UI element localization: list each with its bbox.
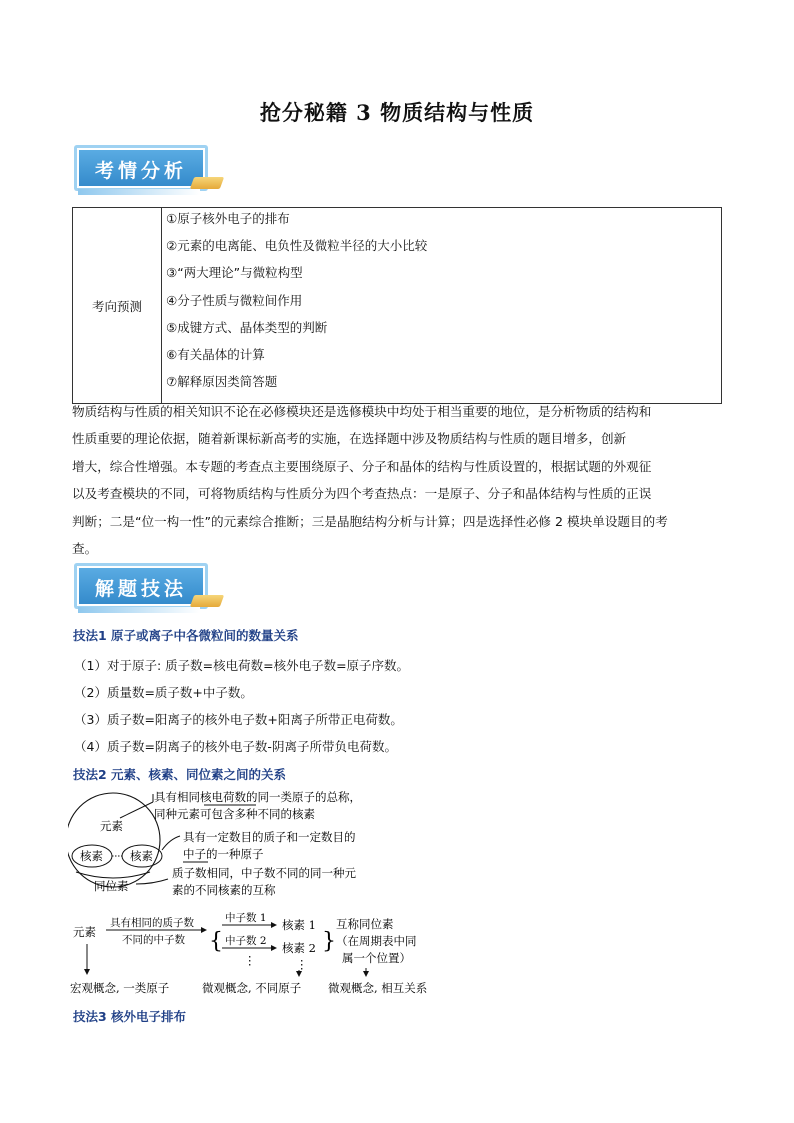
banner-label: 解题技法 bbox=[94, 578, 187, 600]
element-label: 元素 bbox=[73, 925, 96, 939]
definition-note: 具有一定数目的质子和一定数目的 bbox=[183, 830, 356, 844]
table-items-cell bbox=[162, 208, 722, 404]
definition-note: 质子数相同，中子数不同的同一种元 bbox=[172, 866, 356, 880]
table-item: ③“两大理论”与微粒构型 bbox=[166, 265, 303, 281]
paragraph-line: 以及考查模块的不同，可将物质结构与性质分为四个考查热点：一是原子、分子和晶体结构与性质的正误 bbox=[72, 486, 652, 502]
table-item: ⑥有关晶体的计算 bbox=[166, 346, 265, 362]
definition-note: 中子的一种原子 bbox=[183, 847, 264, 861]
table-item: ①原子核外电子的排布 bbox=[166, 211, 290, 226]
isotope-label: 同位素 bbox=[94, 879, 129, 893]
paragraph-line: 判断；二是“位一构一性”的元素综合推断；三是晶胞结构分析与计算；四是选择性必修 2 模块单设题目的考 bbox=[72, 513, 668, 529]
paragraph-line: 增大，综合性增强。本专题的考查点主要围绕原子、分子和晶体的结构与性质设置的，根据试题的外观征 bbox=[72, 458, 652, 474]
definition-note: 具有相同核电荷数的同一类原子的总称， bbox=[154, 790, 361, 804]
table-item: ②元素的电离能、电负性及微粒半径的大小比较 bbox=[166, 238, 428, 254]
banner-label: 考情分析 bbox=[94, 160, 187, 182]
concept-label: 微观概念, 相互关系 bbox=[328, 981, 428, 995]
arrow-condition: 具有相同的质子数 bbox=[110, 917, 194, 929]
paragraph-line: 物质结构与性质的相关知识不论在必修模块还是选修模块中均处于相当重要的地位，是分析物质的结构和 bbox=[72, 404, 652, 419]
technique1-line: （3）质子数=阳离子的核外电子数+阳离子所带正电荷数。 bbox=[74, 712, 403, 727]
technique1-heading: 技法1 原子或离子中各微粒间的数量关系 bbox=[73, 628, 299, 643]
isotope-note: 互称同位素 bbox=[336, 917, 394, 931]
neutron-count: 中子数 2 bbox=[225, 935, 267, 947]
svg-text:}: } bbox=[322, 929, 336, 954]
technique2-heading: 技法2 元素、核素、同位素之间的关系 bbox=[73, 767, 287, 782]
intro-paragraph bbox=[72, 398, 724, 562]
book-icon bbox=[190, 595, 224, 607]
table-item: ⑤成键方式、晶体类型的判断 bbox=[166, 319, 328, 335]
exam-prediction-table bbox=[72, 207, 722, 404]
technique3-heading: 技法3 核外电子排布 bbox=[73, 1009, 187, 1024]
isotope-note: 属一个位置） bbox=[342, 951, 411, 965]
page-title: 抢分秘籍 3 物质结构与性质 bbox=[259, 100, 535, 125]
nuclide-label: 核素 2 bbox=[282, 941, 316, 955]
paragraph-line: 查。 bbox=[72, 541, 98, 557]
nuclide-label: 核素 bbox=[130, 849, 153, 863]
table-item: ④分子性质与微粒间作用 bbox=[166, 292, 303, 308]
technique1-line: （2）质量数=质子数+中子数。 bbox=[74, 685, 253, 700]
concept-label: 微观概念, 不同原子 bbox=[202, 981, 302, 995]
book-icon bbox=[190, 177, 224, 189]
element-isotope-flow-diagram bbox=[70, 906, 460, 998]
svg-text:{: { bbox=[209, 929, 223, 954]
ellipsis: ⋮ bbox=[244, 953, 256, 967]
arrow-condition: 不同的中子数 bbox=[122, 934, 185, 946]
definition-note: 素的不同核素的互称 bbox=[172, 883, 276, 897]
concept-label: 宏观概念, 一类原子 bbox=[70, 981, 170, 995]
table-label: 考向预测 bbox=[73, 208, 162, 404]
technique1-line: （4）质子数=阴离子的核外电子数-阴离子所带负电荷数。 bbox=[74, 739, 397, 754]
isotope-note: （在周期表中同 bbox=[336, 934, 417, 948]
paragraph-line: 性质重要的理论依据，随着新课标新高考的实施，在选择题中涉及物质结构与性质的题目增多，创新 bbox=[72, 431, 627, 447]
table-item: ⑦解释原因类简答题 bbox=[166, 374, 278, 390]
technique1-line: （1）对于原子: 质子数=核电荷数=核外电子数=原子序数。 bbox=[74, 658, 410, 673]
ellipsis: ⋮ bbox=[296, 957, 308, 971]
definition-note: 同种元素可包含多种不同的核素 bbox=[154, 807, 315, 821]
element-label: 元素 bbox=[100, 819, 123, 833]
nuclide-label: 核素 bbox=[80, 849, 103, 863]
element-nuclide-diagram bbox=[68, 784, 408, 902]
neutron-count: 中子数 1 bbox=[225, 912, 267, 924]
section-banner-methods bbox=[74, 563, 224, 617]
nuclide-label: 核素 1 bbox=[282, 918, 316, 932]
section-banner-analysis bbox=[74, 145, 224, 199]
